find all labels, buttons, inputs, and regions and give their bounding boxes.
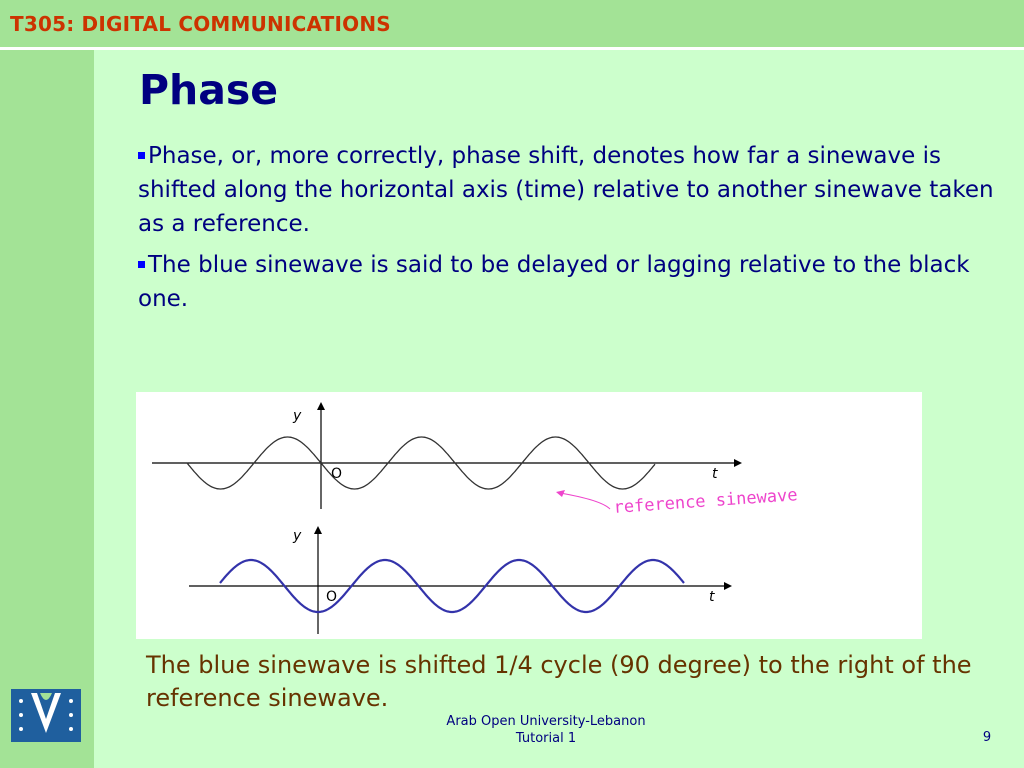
footer-institution: Arab Open University-Lebanon xyxy=(446,714,646,729)
header-bar xyxy=(0,0,1024,50)
footer-info xyxy=(430,713,662,747)
sinewave-diagram xyxy=(136,392,922,639)
top-y-axis-arrow-icon xyxy=(317,402,325,410)
bottom-x-label: t xyxy=(709,589,715,605)
bullet-item xyxy=(138,248,998,316)
bullet-text: The blue sinewave is said to be delayed or lagging relative to the black one. xyxy=(138,252,970,312)
sinewave-figure xyxy=(136,392,922,639)
bottom-plot xyxy=(189,526,732,634)
bottom-origin-label: O xyxy=(326,589,338,605)
slide-title: Phase xyxy=(139,66,279,114)
reference-annotation: reference sinewave xyxy=(612,485,799,518)
footer-tutorial: Tutorial 1 xyxy=(515,731,577,746)
bottom-y-axis-arrow-icon xyxy=(314,526,322,534)
top-y-label: y xyxy=(293,408,302,424)
course-title: T305: DIGITAL COMMUNICATIONS xyxy=(10,12,391,36)
left-sidebar-strip xyxy=(0,50,94,768)
reference-annotation-pointer xyxy=(560,493,610,509)
bullet-square-icon xyxy=(138,261,145,268)
page-number: 9 xyxy=(982,730,992,745)
bullet-text: Phase, or, more correctly, phase shift, denotes how far a sinewave is shifted along the horizontal axis (time) relative to another sinewave taken as a reference. xyxy=(138,143,994,237)
university-logo-icon xyxy=(11,689,81,742)
top-x-axis-arrow-icon xyxy=(734,459,742,467)
top-origin-label: O xyxy=(331,466,343,482)
bottom-y-label: y xyxy=(293,528,302,544)
top-x-label: t xyxy=(712,466,718,482)
bullet-item xyxy=(138,139,998,241)
bottom-x-axis-arrow-icon xyxy=(724,582,732,590)
bullet-square-icon xyxy=(138,152,145,159)
figure-caption: The blue sinewave is shifted 1/4 cycle (90 degree) to the right of the reference sinewave. xyxy=(146,651,972,712)
top-plot xyxy=(152,402,798,518)
